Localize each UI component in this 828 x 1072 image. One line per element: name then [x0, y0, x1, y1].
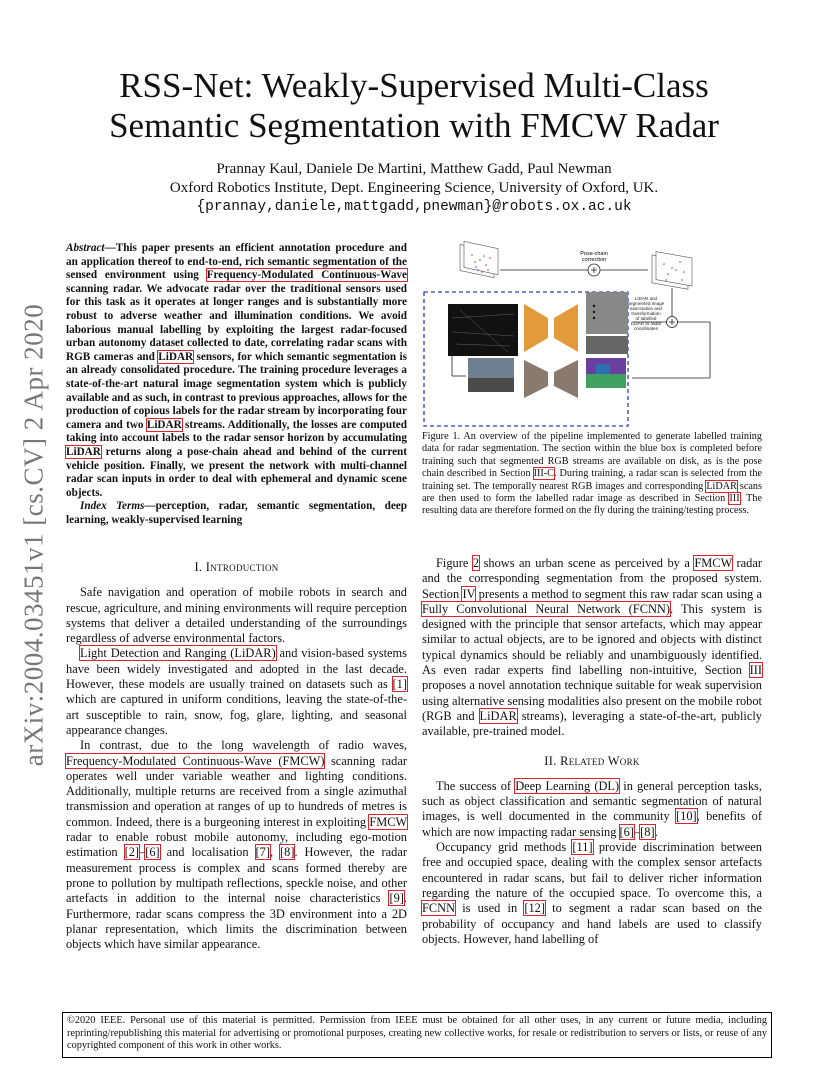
- pose-chain-label-2: correction: [581, 257, 607, 263]
- figure-caption: [422, 431, 762, 518]
- intro-paragraph-2: [66, 646, 407, 738]
- paper-title: [60, 66, 768, 146]
- caption-text: Figure 1. An overview of the pipeline implemented to generate labelled training data for radar segmentation. The section within the blue box is completed before training such that segmented RGB streams are available on disk, as is the pose chain described in Section: [422, 431, 762, 480]
- paragraph-text: scanning radar operates well under variable weather and lighting conditions. Additionally, multiple returns are received from a single azimuthal transmission and operation at ranges of up to hundreds of metres is common. Indeed, there is a burgeoning interest in exploiting: [66, 753, 407, 829]
- lidar-note-line: LiDAR to radar: [630, 321, 662, 326]
- section-ref-link[interactable]: IV: [462, 586, 476, 601]
- section-ref-link[interactable]: III-C: [533, 468, 554, 480]
- author-emails: {prannay,daniele,mattgadd,pnewman}@robots.ox.ac.uk: [196, 199, 632, 215]
- author-block: [60, 160, 768, 217]
- paragraph-text: radar to enable robust mobile autonomy, including ego-motion estimation: [66, 830, 407, 860]
- paragraph-text: shows an urban scene as perceived by a: [479, 556, 695, 570]
- paragraph-text: radar and the corresponding segmentation from the proposed system. Section: [422, 556, 762, 601]
- paragraph-text: presents a method to segment this raw radar scan using a: [475, 586, 763, 601]
- section-ref-link[interactable]: III: [749, 663, 762, 678]
- paragraph-text: Occupancy grid methods: [436, 840, 573, 855]
- abstract-label: Abstract: [66, 242, 105, 254]
- paragraph-text: ,: [269, 845, 281, 860]
- paragraph-text: The success of: [436, 778, 516, 793]
- acronym-link-fcnn[interactable]: FCNN: [422, 901, 456, 916]
- acronym-link-fmcw[interactable]: Frequency-Modulated Continuous-Wave: [206, 269, 407, 282]
- intro-paragraph-3: [66, 738, 407, 952]
- paragraph-text: provide discrimination between free and occupied space, dealing with the complex sensor artefacts encountered in radar scans, but fail to deliver richer information regarding the nature of the occupied space. To overcome this, a: [422, 840, 762, 900]
- paragraph-text: and localisation: [159, 845, 256, 860]
- intro-paragraph-1: Safe navigation and operation of mobile robots in search and rescue, agriculture, and mining environments will require perception systems that deliver a detailed understanding of the surroundings regardless of adverse environmental factors.: [66, 585, 407, 646]
- author-names: Prannay Kaul, Daniele De Martini, Matthew Gadd, Paul Newman: [216, 161, 612, 177]
- radar-scan-thumbnail-left: [460, 241, 498, 277]
- paragraph-text: which are captured in uniform conditions, leaving the state-of-the-art susceptible to rain, snow, fog, glare, lighting, and seasonal appearance changes.: [66, 692, 407, 737]
- heading-number: I.: [194, 560, 206, 574]
- abstract-text: scanning radar. We advocate radar over the traditional sensors used for this task as it operates at longer ranges and is substantially more robust to adverse weather and illumination conditions. We avoid laborious manual labelling by exploiting the largest radar-focused urban autonomy dataset collected to date, correlating radar scans with RGB cameras and: [66, 282, 407, 363]
- abstract-text: sensors, for which semantic segmentation is an already consolidated procedure. The training procedure leverages a state-of-the-art natural image segmentation system which is publicly available and as such, in contrast to previous approaches, allows for the production of copious labels for the radar stream by incorporating four camera and two: [66, 350, 407, 431]
- paragraph-text: in general perception tasks, such as object classification and semantic segmentation of natural images, is well documented in the community: [422, 778, 762, 824]
- radar-scan-thumbnail-right: [652, 252, 692, 290]
- abstract-text: —This paper presents an efficient annotation procedure and an application thereof to end-to-end, rich semantic segmentation of the sensed environment using: [66, 242, 407, 282]
- acronym-link-fmcw[interactable]: FMCW: [694, 556, 733, 570]
- decoder-block-top: [554, 304, 578, 352]
- lidar-note-line: coordinates: [634, 326, 658, 331]
- index-terms-label: Index Terms: [80, 500, 145, 513]
- heading-text: Related Work: [560, 753, 640, 768]
- introduction-section: [66, 560, 407, 952]
- acronym-link-lidar[interactable]: LiDAR: [66, 445, 101, 458]
- paragraph-text: .: [654, 824, 658, 839]
- caption-text: scans are then used to form the labelled radar image as described in Section: [422, 480, 762, 505]
- paragraph-text: . However, the radar measurement process is complex and scans formed thereby are prone to pollution by multipath reflections, speckle noise, and other artefacts in addition to the internal noise characteristics: [66, 845, 407, 906]
- pipeline-figure: [420, 240, 765, 430]
- arxiv-stamp: [14, 290, 54, 780]
- acronym-link-fmcw[interactable]: Frequency-Modulated Continuous-Wave (FMCW): [66, 753, 325, 768]
- citation-link[interactable]: [1]: [392, 677, 407, 692]
- citation-link[interactable]: [8]: [280, 845, 295, 860]
- citation-link[interactable]: [11]: [572, 840, 593, 855]
- lidar-note-line: LiDAR and: [634, 296, 658, 301]
- abstract: [66, 242, 407, 527]
- related-work-heading: [422, 754, 762, 769]
- right-column: [422, 556, 762, 947]
- paragraph-text: . Furthermore, radar scans compress the 3D environment into a 2D planar representation, which limits the discrimination between objects which have similar appearance.: [66, 891, 407, 952]
- paragraph-text: Figure: [436, 556, 473, 570]
- acronym-link-fcnn[interactable]: Fully Convolutional Neural Network (FCNN): [422, 601, 670, 616]
- paragraph-text: . This system is designed with the principle that sensor artefacts, which may appear similar to actual objects, are to be ignored and objects with distinct typical dynamics should be reliably and unambiguously identified. As even radar experts find labelling non-intuitive, Section: [422, 601, 762, 678]
- caption-text: . The resulting data are therefore formed on the fly during the training/testing process.: [422, 493, 762, 517]
- paragraph-text: and vision-based systems have been widely investigated and adopted in the last decade. However, these models are usually trained on datasets such as: [66, 646, 408, 692]
- title-line-2: Semantic Segmentation with FMCW Radar: [109, 106, 719, 145]
- heading-text: Introduction: [205, 560, 279, 574]
- citation-link[interactable]: [6]: [619, 824, 634, 839]
- grayscale-output: [586, 292, 628, 334]
- lidar-note-line: segmented image: [627, 301, 665, 306]
- citation-link[interactable]: [7]: [255, 845, 270, 860]
- paragraph-text: streams), leveraging a state-of-the-art, publicly available, pre-trained model.: [422, 708, 762, 739]
- citation-link[interactable]: [6]: [145, 845, 160, 860]
- acronym-link-lidar[interactable]: LiDAR: [158, 350, 194, 363]
- arxiv-stamp-text: arXiv:2004.03451v1 [cs.CV] 2 Apr 2020: [18, 303, 49, 767]
- caption-text: . During training, a radar scan is selected from the training set. The temporally nearest RGB images and corresponding: [422, 468, 762, 492]
- related-paragraph-1: [422, 779, 762, 840]
- title-line-1: RSS-Net: Weakly-Supervised Multi-Class: [119, 66, 709, 105]
- acronym-link-lidar[interactable]: LiDAR: [479, 708, 517, 723]
- related-paragraph-2: [422, 840, 762, 947]
- lidar-note-line: of labelled: [635, 316, 657, 321]
- paragraph-text: –: [139, 845, 146, 860]
- paragraph-text: to segment a radar scan based on the probability of occupancy and hand labels are used to classify objects. However, hand labelling of: [422, 901, 762, 946]
- introduction-heading: [66, 560, 407, 575]
- figure-ref-link[interactable]: 2: [472, 556, 480, 570]
- section-ref-link[interactable]: III: [729, 493, 740, 505]
- citation-link[interactable]: [9]: [389, 891, 404, 906]
- paragraph-text: is used in: [455, 901, 525, 916]
- citation-link[interactable]: [2]: [124, 845, 140, 860]
- index-terms: —perception, radar, semantic segmentation, deep learning, weakly-supervised learning: [66, 500, 407, 526]
- copyright-notice: ©2020 IEEE. Personal use of this material is permitted. Permission from IEEE must be obtained for all other uses, in any current or future media, including reprinting/republishing this material for advertising or promotional purposes, creating new collective works, for resale or redistribution to servers or lists, or reuse of any copyrighted component of this work in other works.: [62, 1012, 772, 1058]
- paragraph-text: proposes a novel annotation technique suitable for weak supervision using alternative sensing modalities also present on the mobile robot (RGB and: [422, 678, 762, 723]
- lidar-note-line: association and: [630, 306, 662, 311]
- paragraph-text: –: [633, 824, 641, 839]
- abstract-text: returns along a pose-chain ahead and behind of the current vehicle position. Finally, we present the network with multi-channel radar scan inputs in order to deal with ephemeral and dynamic scene objects.: [66, 445, 407, 499]
- acronym-link-lidar[interactable]: LiDAR: [146, 418, 182, 431]
- acronym-link-lidar[interactable]: LiDAR: [706, 480, 737, 492]
- citation-link[interactable]: [8]: [640, 824, 655, 839]
- decoder-block-bottom: [554, 360, 578, 398]
- encoder-block-top: [524, 304, 548, 352]
- paragraph-text: In contrast, due to the long wavelength of radio waves,: [80, 738, 407, 753]
- acronym-link-lidar[interactable]: Light Detection and Ranging (LiDAR): [80, 646, 276, 661]
- acronym-link-dl[interactable]: Deep Learning (DL): [515, 778, 620, 793]
- abstract-text: streams. Additionally, the losses are computed taking into account labels to the radar sensor horizon by accumulating: [66, 418, 407, 445]
- affiliation: Oxford Robotics Institute, Dept. Engineering Science, University of Oxford, UK.: [169, 180, 659, 196]
- right-paragraph-1: [422, 556, 762, 740]
- acronym-link-fmcw[interactable]: FMCW: [369, 814, 407, 829]
- paragraph-text: , benefits of which are now impacting radar sensing: [422, 809, 762, 839]
- encoder-block-bottom: [524, 360, 548, 398]
- citation-link[interactable]: [10]: [676, 809, 697, 824]
- citation-link[interactable]: [12]: [524, 901, 546, 916]
- heading-number: II.: [544, 753, 561, 768]
- lidar-note-line: transformation: [631, 311, 661, 316]
- pose-chain-label-1: Pose-chain: [580, 251, 608, 257]
